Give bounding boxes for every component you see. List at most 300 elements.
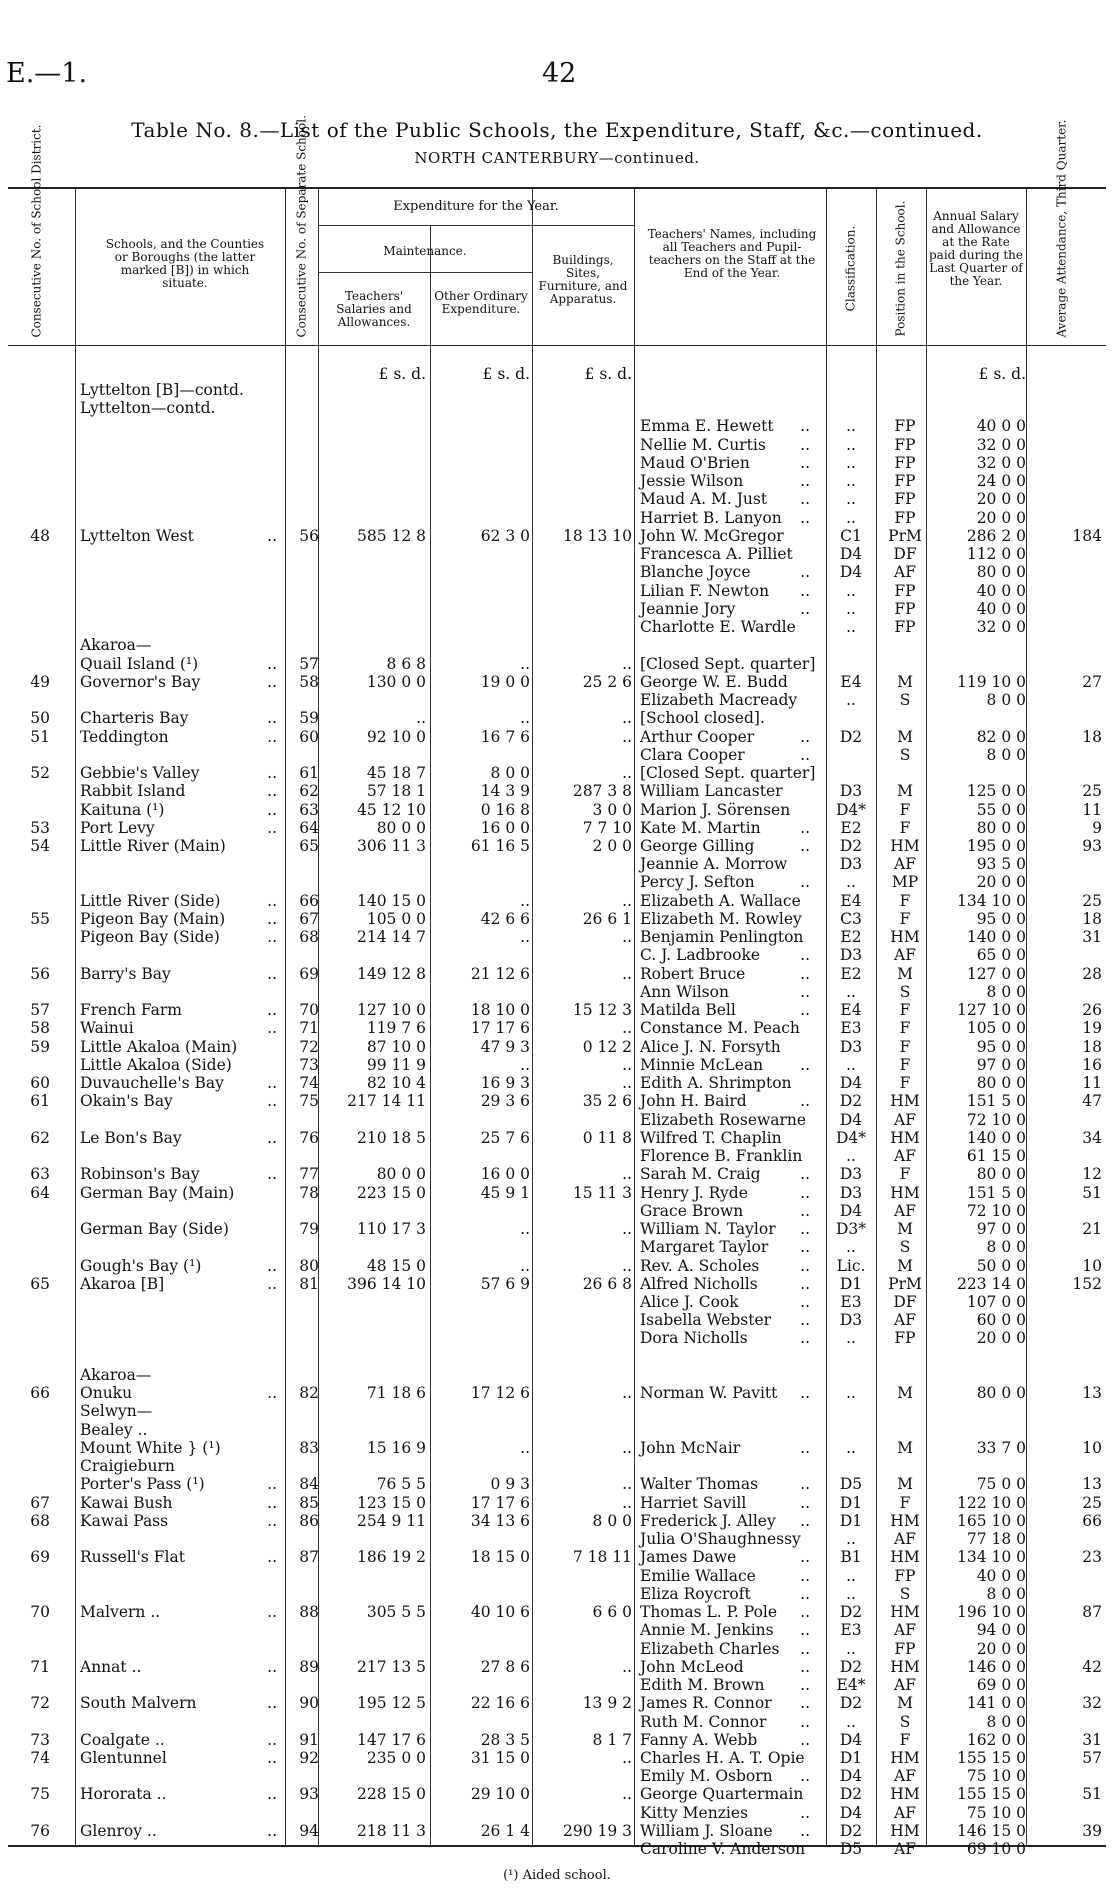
document-reference: E.—1. xyxy=(6,58,88,89)
table-row xyxy=(0,965,1114,983)
leader-dots: .. xyxy=(267,928,277,947)
leader-dots: .. xyxy=(267,1511,277,1530)
buildings-amount: .. xyxy=(622,891,632,910)
position: PrM xyxy=(888,1274,922,1293)
separate-school-number: 94 xyxy=(299,1821,319,1840)
school-district-number: 63 xyxy=(30,1165,50,1184)
school-district-number: 75 xyxy=(30,1785,50,1804)
annual-salary: 165 10 0 xyxy=(956,1511,1026,1530)
position: PrM xyxy=(888,526,922,545)
position: F xyxy=(899,891,911,910)
table-row xyxy=(0,1293,1114,1311)
classification: E4* xyxy=(836,1676,866,1695)
annual-salary: 8 0 0 xyxy=(986,1238,1026,1257)
table-row xyxy=(0,655,1114,673)
average-attendance: 25 xyxy=(1082,1493,1102,1512)
buildings-amount: 287 3 8 xyxy=(572,782,632,801)
buildings-amount: 0 11 8 xyxy=(582,1128,632,1147)
annual-salary: 75 0 0 xyxy=(976,1475,1026,1494)
leader-dots: .. xyxy=(267,1256,277,1275)
position: DF xyxy=(893,1293,917,1311)
leader-dots: .. xyxy=(800,1165,810,1184)
separate-school-number: 79 xyxy=(299,1220,319,1239)
classification: .. xyxy=(846,1438,856,1457)
teacher-name: [School closed]. xyxy=(640,709,765,728)
table-row xyxy=(0,1165,1114,1183)
position: FP xyxy=(894,1566,916,1585)
annual-salary: 97 0 0 xyxy=(976,1220,1026,1239)
leader-dots: .. xyxy=(267,1821,277,1840)
buildings-amount: .. xyxy=(622,1055,632,1074)
other-expenditure-amount: 16 0 0 xyxy=(480,818,530,837)
annual-salary: 8 0 0 xyxy=(986,982,1026,1001)
classification: .. xyxy=(846,1384,856,1403)
teacher-name: Emma E. Hewett xyxy=(640,417,774,436)
average-attendance: 18 xyxy=(1082,909,1102,928)
other-expenditure-amount: 45 9 1 xyxy=(480,1183,530,1202)
leader-dots: .. xyxy=(800,453,810,472)
classification: .. xyxy=(846,1147,856,1166)
school-name: Kawai Pass xyxy=(80,1511,169,1530)
annual-salary: 61 15 0 xyxy=(966,1147,1026,1166)
teachers-salaries-amount: 123 15 0 xyxy=(356,1493,426,1512)
teacher-name: Alfred Nicholls xyxy=(640,1274,758,1293)
annual-salary: 20 0 0 xyxy=(976,1639,1026,1658)
table-row xyxy=(0,582,1114,600)
classification: E3 xyxy=(840,1293,862,1311)
separate-school-number: 65 xyxy=(299,837,319,855)
teachers-salaries-amount: 396 14 10 xyxy=(347,1274,426,1293)
position: AF xyxy=(894,563,916,582)
position: AF xyxy=(894,1803,916,1822)
table-row xyxy=(0,946,1114,964)
school-name: Onuku xyxy=(80,1384,133,1403)
separate-school-number: 73 xyxy=(299,1055,319,1074)
table-row xyxy=(0,509,1114,527)
separate-school-number: 86 xyxy=(299,1511,319,1530)
annual-salary: 155 15 0 xyxy=(956,1785,1026,1804)
other-expenditure-amount: 57 6 9 xyxy=(480,1274,530,1293)
leader-dots: .. xyxy=(800,1274,810,1293)
leader-dots: .. xyxy=(800,1238,810,1257)
teacher-name: Edith M. Brown xyxy=(640,1676,765,1695)
separate-school-number: 69 xyxy=(299,964,319,983)
buildings-amount: .. xyxy=(622,1220,632,1239)
school-district-number: 56 xyxy=(30,964,50,983)
leader-dots: .. xyxy=(800,1384,810,1403)
classification: .. xyxy=(846,1566,856,1585)
annual-salary: 8 0 0 xyxy=(986,1584,1026,1603)
teachers-salaries-amount: 210 18 5 xyxy=(356,1128,426,1147)
teachers-salaries-amount: 99 11 9 xyxy=(366,1055,426,1074)
teacher-name: Kitty Menzies xyxy=(640,1803,748,1822)
position: AF xyxy=(894,1676,916,1695)
table-row xyxy=(0,1238,1114,1256)
teacher-name: C. J. Ladbrooke xyxy=(640,946,761,965)
header-teachers-salaries: Teachers' Salaries and Allowances. xyxy=(336,289,412,329)
table-row xyxy=(0,1457,1114,1475)
annual-salary: 40 0 0 xyxy=(976,599,1026,618)
teacher-name: Maud O'Brien xyxy=(640,453,750,472)
teacher-name: Lilian F. Newton xyxy=(640,581,770,600)
school-name: Little Akaloa (Side) xyxy=(80,1055,232,1074)
leader-dots: .. xyxy=(800,1201,810,1220)
school-name: German Bay (Side) xyxy=(80,1220,229,1239)
classification: D5 xyxy=(839,1475,863,1494)
leader-dots: .. xyxy=(267,818,277,837)
teacher-name: Charlotte E. Wardle xyxy=(640,618,796,637)
leader-dots: .. xyxy=(267,1657,277,1676)
teacher-name: Elizabeth M. Rowley xyxy=(640,909,802,928)
other-expenditure-amount: 17 17 6 xyxy=(470,1493,530,1512)
school-name: Kawai Bush xyxy=(80,1493,173,1512)
position: F xyxy=(899,1074,911,1093)
teachers-salaries-amount: 217 13 5 xyxy=(356,1657,426,1676)
annual-salary: 151 5 0 xyxy=(966,1183,1026,1202)
unit-teachers-salaries: £ s. d. xyxy=(378,365,426,383)
average-attendance: 93 xyxy=(1082,837,1102,855)
teacher-name: Harriet B. Lanyon xyxy=(640,508,782,527)
maintenance-rule xyxy=(318,272,532,273)
position: S xyxy=(899,982,911,1001)
teacher-name: John McLeod xyxy=(640,1657,744,1676)
classification: .. xyxy=(846,982,856,1001)
buildings-amount: 7 7 10 xyxy=(582,818,632,837)
position: AF xyxy=(894,1767,916,1786)
buildings-amount: .. xyxy=(622,1165,632,1184)
classification: C3 xyxy=(840,909,862,928)
buildings-amount: .. xyxy=(622,1785,632,1804)
teachers-salaries-amount: 217 14 11 xyxy=(347,1092,426,1111)
teacher-name: James Dawe xyxy=(640,1548,737,1567)
teacher-name: Robert Bruce xyxy=(640,964,746,983)
teacher-name: Elizabeth Macready xyxy=(640,691,798,710)
teacher-name: Matilda Bell xyxy=(640,1001,736,1020)
buildings-amount: 13 9 2 xyxy=(582,1694,632,1713)
separate-school-number: 61 xyxy=(299,764,319,783)
separate-school-number: 59 xyxy=(299,709,319,728)
annual-salary: 95 0 0 xyxy=(976,1037,1026,1056)
table-row xyxy=(0,1366,1114,1384)
classification: .. xyxy=(846,1712,856,1731)
position: M xyxy=(897,964,913,983)
buildings-amount: .. xyxy=(622,1657,632,1676)
other-expenditure-amount: 8 0 0 xyxy=(490,764,530,783)
position: F xyxy=(899,1165,911,1184)
school-name: Le Bon's Bay xyxy=(80,1128,182,1147)
classification: .. xyxy=(846,417,856,436)
annual-salary: 140 0 0 xyxy=(966,928,1026,947)
teachers-salaries-amount: 71 18 6 xyxy=(366,1384,426,1403)
teacher-name: Ann Wilson xyxy=(640,982,729,1001)
school-district-number: 54 xyxy=(30,837,50,855)
other-expenditure-amount: 18 15 0 xyxy=(470,1548,530,1567)
position: F xyxy=(899,800,911,819)
classification: .. xyxy=(846,599,856,618)
teachers-salaries-amount: 585 12 8 xyxy=(356,526,426,545)
school-name: Annat .. xyxy=(80,1657,142,1676)
leader-dots: .. xyxy=(800,1821,810,1840)
separate-school-number: 72 xyxy=(299,1037,319,1056)
annual-salary: 40 0 0 xyxy=(976,417,1026,436)
teachers-salaries-amount: 82 10 4 xyxy=(366,1074,426,1093)
table-row xyxy=(0,1074,1114,1092)
leader-dots: .. xyxy=(267,1730,277,1749)
leader-dots: .. xyxy=(800,1183,810,1202)
teacher-name: Henry J. Ryde xyxy=(640,1183,748,1202)
annual-salary: 20 0 0 xyxy=(976,873,1026,892)
separate-school-number: 63 xyxy=(299,800,319,819)
annual-salary: 60 0 0 xyxy=(976,1311,1026,1330)
classification: E3 xyxy=(840,1621,862,1640)
buildings-amount: .. xyxy=(622,1384,632,1403)
teachers-salaries-amount: 235 0 0 xyxy=(366,1749,426,1767)
teacher-name: Jeannie A. Morrow xyxy=(640,855,788,874)
leader-dots: .. xyxy=(267,1384,277,1403)
classification: .. xyxy=(846,1055,856,1074)
table-row xyxy=(0,1402,1114,1420)
table-row xyxy=(0,983,1114,1001)
annual-salary: 32 0 0 xyxy=(976,453,1026,472)
teacher-name: Arthur Cooper xyxy=(640,727,755,746)
other-expenditure-amount: 40 10 6 xyxy=(470,1603,530,1622)
annual-salary: 33 7 0 xyxy=(976,1438,1026,1457)
classification: .. xyxy=(846,691,856,710)
leader-dots: .. xyxy=(800,982,810,1001)
position: HM xyxy=(890,1603,920,1622)
annual-salary: 80 0 0 xyxy=(976,818,1026,837)
position: F xyxy=(899,1019,911,1038)
teacher-name: William Lancaster xyxy=(640,782,783,801)
teachers-salaries-amount: 214 14 7 xyxy=(356,928,426,947)
classification: D2 xyxy=(839,1821,863,1840)
header-schools: Schools, and the Counties or Boroughs (the latter marked [B]) in which situate. xyxy=(105,237,265,290)
average-attendance: 31 xyxy=(1082,928,1102,947)
school-name: Pigeon Bay (Main) xyxy=(80,909,226,928)
annual-salary: 20 0 0 xyxy=(976,1329,1026,1348)
leader-dots: .. xyxy=(267,764,277,783)
position: AF xyxy=(894,1110,916,1129)
teachers-salaries-amount: 223 15 0 xyxy=(356,1183,426,1202)
average-attendance: 25 xyxy=(1082,782,1102,801)
buildings-amount: .. xyxy=(622,1475,632,1494)
school-district-number: 70 xyxy=(30,1603,50,1622)
position: FP xyxy=(894,1329,916,1348)
school-district-number: 72 xyxy=(30,1694,50,1713)
teacher-name: Blanche Joyce xyxy=(640,563,751,582)
table-row xyxy=(0,892,1114,910)
table-row xyxy=(0,1621,1114,1639)
header-consecutive-separate: Consecutive No. of Separate School. xyxy=(294,115,309,338)
separate-school-number: 67 xyxy=(299,909,319,928)
position: HM xyxy=(890,928,920,947)
school-name: Russell's Flat xyxy=(80,1548,185,1567)
table-row xyxy=(0,1767,1114,1785)
average-attendance: 25 xyxy=(1082,891,1102,910)
leader-dots: .. xyxy=(267,1092,277,1111)
separate-school-number: 93 xyxy=(299,1785,319,1804)
other-expenditure-amount: 0 16 8 xyxy=(480,800,530,819)
classification: B1 xyxy=(840,1548,862,1567)
table-row xyxy=(0,1530,1114,1548)
school-name: Wainui xyxy=(80,1019,134,1038)
classification: .. xyxy=(846,508,856,527)
expenditure-rule xyxy=(318,225,634,226)
table-row xyxy=(0,1785,1114,1803)
other-expenditure-amount: 29 3 6 xyxy=(480,1092,530,1111)
table-row xyxy=(0,1713,1114,1731)
position: FP xyxy=(894,417,916,436)
teachers-salaries-amount: 147 17 6 xyxy=(356,1730,426,1749)
teacher-name: Wilfred T. Chaplin xyxy=(640,1128,782,1147)
annual-salary: 146 0 0 xyxy=(966,1657,1026,1676)
leader-dots: .. xyxy=(800,964,810,983)
teachers-salaries-amount: 195 12 5 xyxy=(356,1694,426,1713)
position: HM xyxy=(890,837,920,855)
table-row xyxy=(0,782,1114,800)
teachers-salaries-amount: 218 11 3 xyxy=(356,1821,426,1840)
teacher-name: Isabella Webster xyxy=(640,1311,772,1330)
teacher-name: George Quartermain xyxy=(640,1785,804,1804)
school-name: Craigieburn xyxy=(80,1457,175,1476)
header-attendance: Average Attendance, Third Quarter. xyxy=(1054,119,1069,338)
table-row xyxy=(0,600,1114,618)
annual-salary: 40 0 0 xyxy=(976,1566,1026,1585)
table-row xyxy=(0,1092,1114,1110)
other-expenditure-amount: 21 12 6 xyxy=(470,964,530,983)
school-district-number: 71 xyxy=(30,1657,50,1676)
average-attendance: 13 xyxy=(1082,1384,1102,1403)
annual-salary: 134 10 0 xyxy=(956,891,1026,910)
leader-dots: .. xyxy=(267,1128,277,1147)
school-name: Little River (Side) xyxy=(80,891,221,910)
school-name: Kaituna (¹) xyxy=(80,800,165,819)
separate-school-number: 66 xyxy=(299,891,319,910)
school-name: Governor's Bay xyxy=(80,672,201,691)
classification: D2 xyxy=(839,1657,863,1676)
average-attendance: 18 xyxy=(1082,727,1102,746)
position: FP xyxy=(894,490,916,509)
school-name: Bealey .. xyxy=(80,1420,148,1439)
classification: D4 xyxy=(839,1767,863,1786)
position: F xyxy=(899,1730,911,1749)
classification: D4 xyxy=(839,1110,863,1129)
teacher-name: Caroline V. Anderson xyxy=(640,1840,806,1859)
annual-salary: 93 5 0 xyxy=(976,855,1026,874)
classification: D3 xyxy=(839,855,863,874)
table-row xyxy=(0,1567,1114,1585)
leader-dots: .. xyxy=(800,946,810,965)
table-row xyxy=(0,381,1114,399)
table-row xyxy=(0,1257,1114,1275)
school-name: Lyttelton—contd. xyxy=(80,399,216,418)
separate-school-number: 58 xyxy=(299,672,319,691)
teacher-name: Minnie McLean xyxy=(640,1055,764,1074)
annual-salary: 69 0 0 xyxy=(976,1676,1026,1695)
average-attendance: 184 xyxy=(1072,526,1102,545)
separate-school-number: 81 xyxy=(299,1274,319,1293)
average-attendance: 47 xyxy=(1082,1092,1102,1111)
annual-salary: 195 0 0 xyxy=(966,837,1026,855)
buildings-amount: .. xyxy=(622,654,632,673)
annual-salary: 20 0 0 xyxy=(976,508,1026,527)
leader-dots: .. xyxy=(800,472,810,491)
leader-dots: .. xyxy=(267,964,277,983)
position: HM xyxy=(890,1785,920,1804)
annual-salary: 95 0 0 xyxy=(976,909,1026,928)
school-name: Glentunnel xyxy=(80,1749,167,1767)
teacher-name: Harriet Savill xyxy=(640,1493,747,1512)
leader-dots: .. xyxy=(800,818,810,837)
classification: D2 xyxy=(839,727,863,746)
position: FP xyxy=(894,581,916,600)
leader-dots: .. xyxy=(800,1657,810,1676)
header-other-expenditure: Other Ordinary Expenditure. xyxy=(434,289,528,316)
leader-dots: .. xyxy=(267,727,277,746)
table-row xyxy=(0,1184,1114,1202)
leader-dots: .. xyxy=(800,1511,810,1530)
separate-school-number: 75 xyxy=(299,1092,319,1111)
leader-dots: .. xyxy=(800,563,810,582)
position: M xyxy=(897,1256,913,1275)
average-attendance: 51 xyxy=(1082,1183,1102,1202)
buildings-amount: 6 6 0 xyxy=(592,1603,632,1622)
annual-salary: 65 0 0 xyxy=(976,946,1026,965)
other-expenditure-amount: .. xyxy=(520,1438,530,1457)
teachers-salaries-amount: 127 10 0 xyxy=(356,1001,426,1020)
position: HM xyxy=(890,1548,920,1567)
leader-dots: .. xyxy=(800,1311,810,1330)
annual-salary: 40 0 0 xyxy=(976,581,1026,600)
leader-dots: .. xyxy=(800,417,810,436)
separate-school-number: 70 xyxy=(299,1001,319,1020)
leader-dots: .. xyxy=(800,1329,810,1348)
average-attendance: 87 xyxy=(1082,1603,1102,1622)
classification: D4 xyxy=(839,1074,863,1093)
table-row xyxy=(0,709,1114,727)
separate-school-number: 91 xyxy=(299,1730,319,1749)
teacher-name: Emily M. Osborn xyxy=(640,1767,773,1786)
other-expenditure-amount: .. xyxy=(520,654,530,673)
other-expenditure-amount: .. xyxy=(520,891,530,910)
average-attendance: 10 xyxy=(1082,1438,1102,1457)
teacher-name: Jeannie Jory xyxy=(640,599,736,618)
table-row xyxy=(0,1822,1114,1840)
annual-salary: 72 10 0 xyxy=(966,1201,1026,1220)
school-name: Teddington xyxy=(80,727,169,746)
table-row xyxy=(0,490,1114,508)
other-expenditure-amount: .. xyxy=(520,1055,530,1074)
school-name: Pigeon Bay (Side) xyxy=(80,928,220,947)
position: MP xyxy=(891,873,919,892)
table-row xyxy=(0,691,1114,709)
teachers-salaries-amount: 48 15 0 xyxy=(366,1256,426,1275)
teacher-name: Edith A. Shrimpton xyxy=(640,1074,792,1093)
buildings-amount: .. xyxy=(622,1256,632,1275)
separate-school-number: 78 xyxy=(299,1183,319,1202)
teacher-name: John W. McGregor xyxy=(640,526,784,545)
teachers-salaries-amount: 76 5 5 xyxy=(376,1475,426,1494)
classification: .. xyxy=(846,873,856,892)
annual-salary: 141 0 0 xyxy=(966,1694,1026,1713)
position: AF xyxy=(894,1840,916,1859)
buildings-amount: 7 18 11 xyxy=(572,1548,632,1567)
teachers-salaries-amount: 305 5 5 xyxy=(366,1603,426,1622)
average-attendance: 152 xyxy=(1072,1274,1102,1293)
teachers-salaries-amount: 87 10 0 xyxy=(366,1037,426,1056)
school-name: French Farm xyxy=(80,1001,182,1020)
separate-school-number: 71 xyxy=(299,1019,319,1038)
